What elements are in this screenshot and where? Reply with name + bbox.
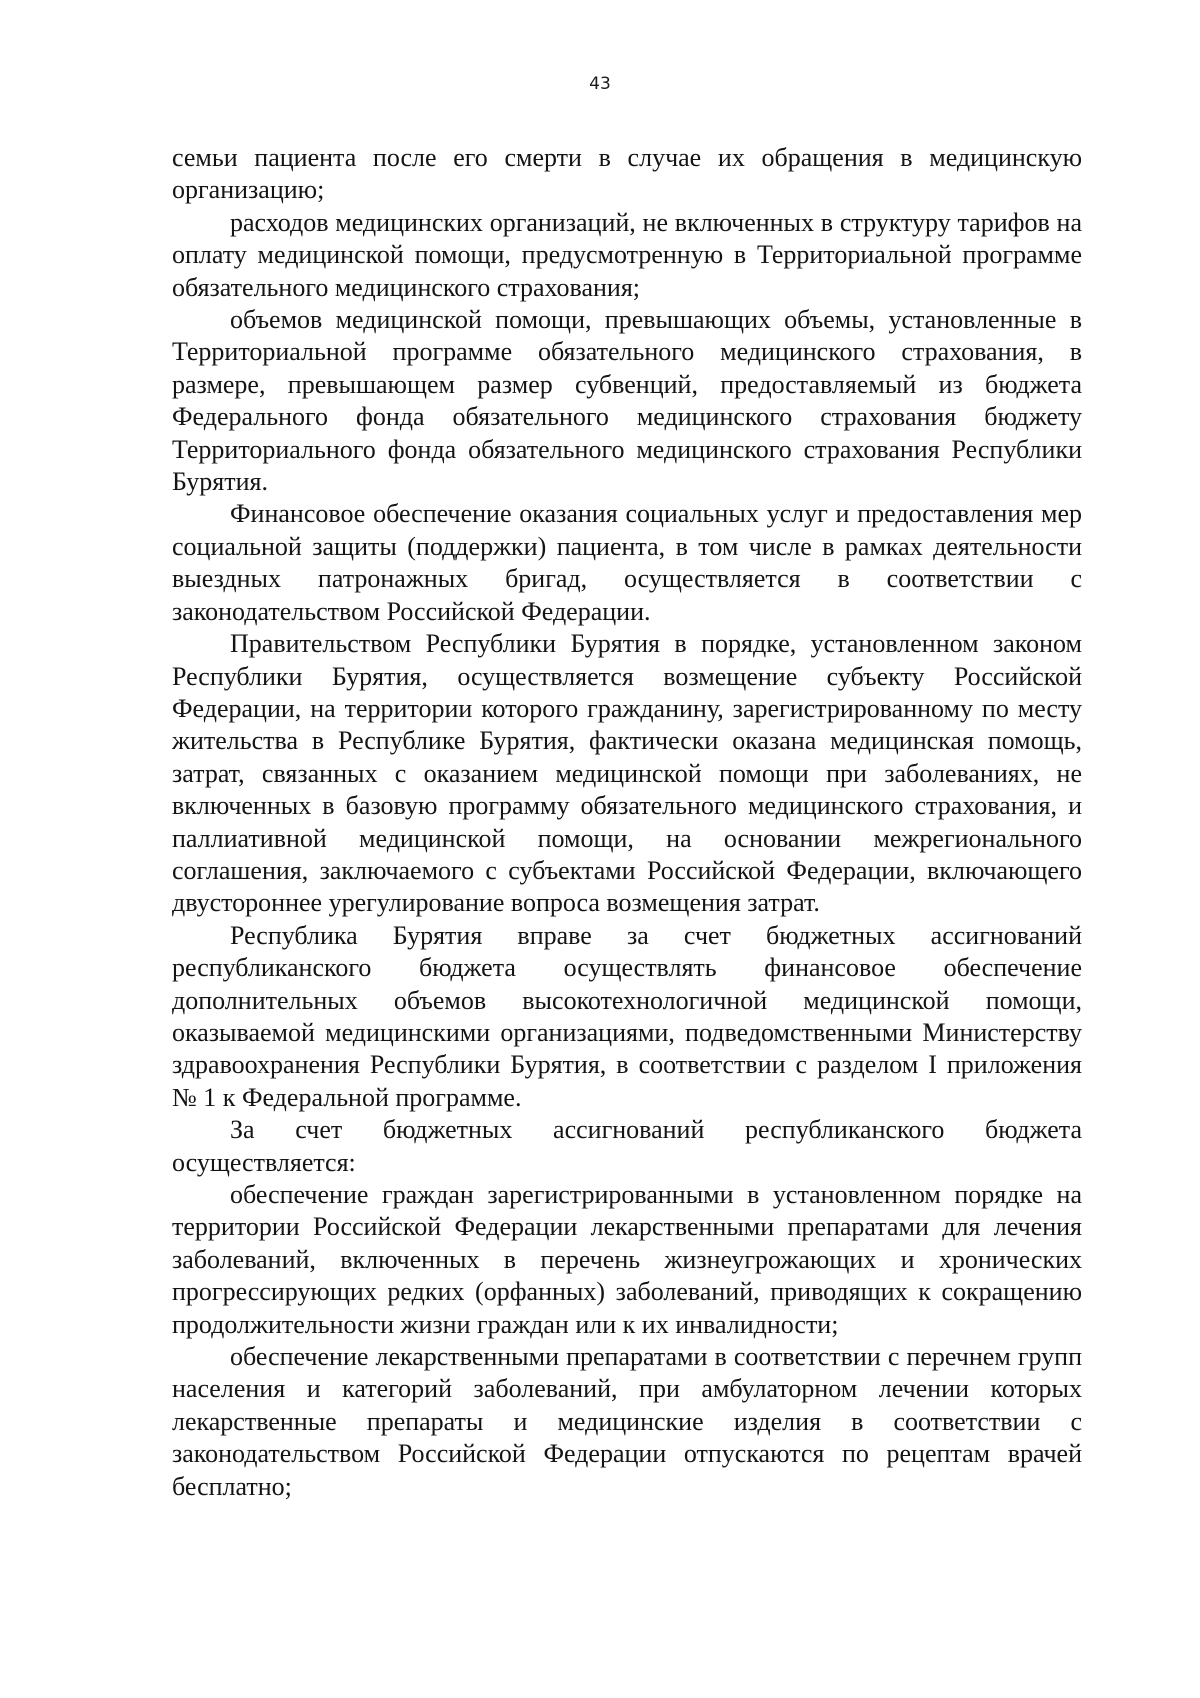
document-body (172, 142, 1082, 1503)
paragraph: За счет бюджетных ассигнований республиканского бюджета осуществляется: (172, 1115, 1082, 1177)
paragraph: обеспечение граждан зарегистрированными в установленном порядке на территории Российской Федерации лекарственными препаратами для лечения заболеваний, включенных в перечень жизнеугрожающих и хронических прогрессирующих редких (орфанных) заболеваний, приводящих к сокращению продолжительности жизни граждан или к их инвалидности; (172, 1180, 1082, 1339)
paragraph: расходов медицинских организаций, не включенных в структуру тарифов на оплату медицинской помощи, предусмотренную в Территориальной программе обязательного медицинского страхования; (172, 207, 1082, 302)
page-number: 43 (589, 74, 611, 94)
paragraph: Финансовое обеспечение оказания социальных услуг и предоставления мер социальной защиты (поддержки) пациента, в том числе в рамках деятельности выездных патронажных бригад, осуществляется в соответствии с законодательством Российской Федерации. (172, 499, 1082, 626)
paragraph: обеспечение лекарственными препаратами в соответствии с перечнем групп населения и категорий заболеваний, при амбулаторном лечении которых лекарственные препараты и медицинские изделия в соответствии с законодательством Российской Федерации отпускаются по рецептам врачей бесплатно; (172, 1342, 1082, 1501)
paragraph: Республика Бурятия вправе за счет бюджетных ассигнований республиканского бюджета осуществлять финансовое обеспечение дополнительных объемов высокотехнологичной медицинской помощи, оказываемой медицинскими организациями, подведомственными Министерству здравоохранения Республики Бурятия, в соответствии с разделом I приложения № 1 к Федеральной программе. (172, 920, 1082, 1112)
paragraph: Правительством Республики Бурятия в порядке, установленном законом Республики Бурятия, осуществляется возмещение субъекту Российской Федерации, на территории которого гражданину, зарегистрированному по месту жительства в Республике Бурятия, фактически оказана медицинская помощь, затрат, связанных с оказанием медицинской помощи при заболеваниях, не включенных в базовую программу обязательного медицинского страхования, и паллиативной медицинской помощи, на основании межрегионального соглашения, заключаемого с субъектами Российской Федерации, включающего двустороннее урегулирование вопроса возмещения затрат. (172, 629, 1082, 918)
paragraph: семьи пациента после его смерти в случае их обращения в медицинскую организацию; (172, 143, 1082, 205)
paragraph: объемов медицинской помощи, превышающих объемы, установленные в Территориальной программе обязательного медицинского страхования, в размере, превышающем размер субвенций, предоставляемый из бюджета Федерального фонда обязательного медицинского страхования бюджету Территориального фонда обязательного медицинского страхования Республики Бурятия. (172, 305, 1082, 497)
